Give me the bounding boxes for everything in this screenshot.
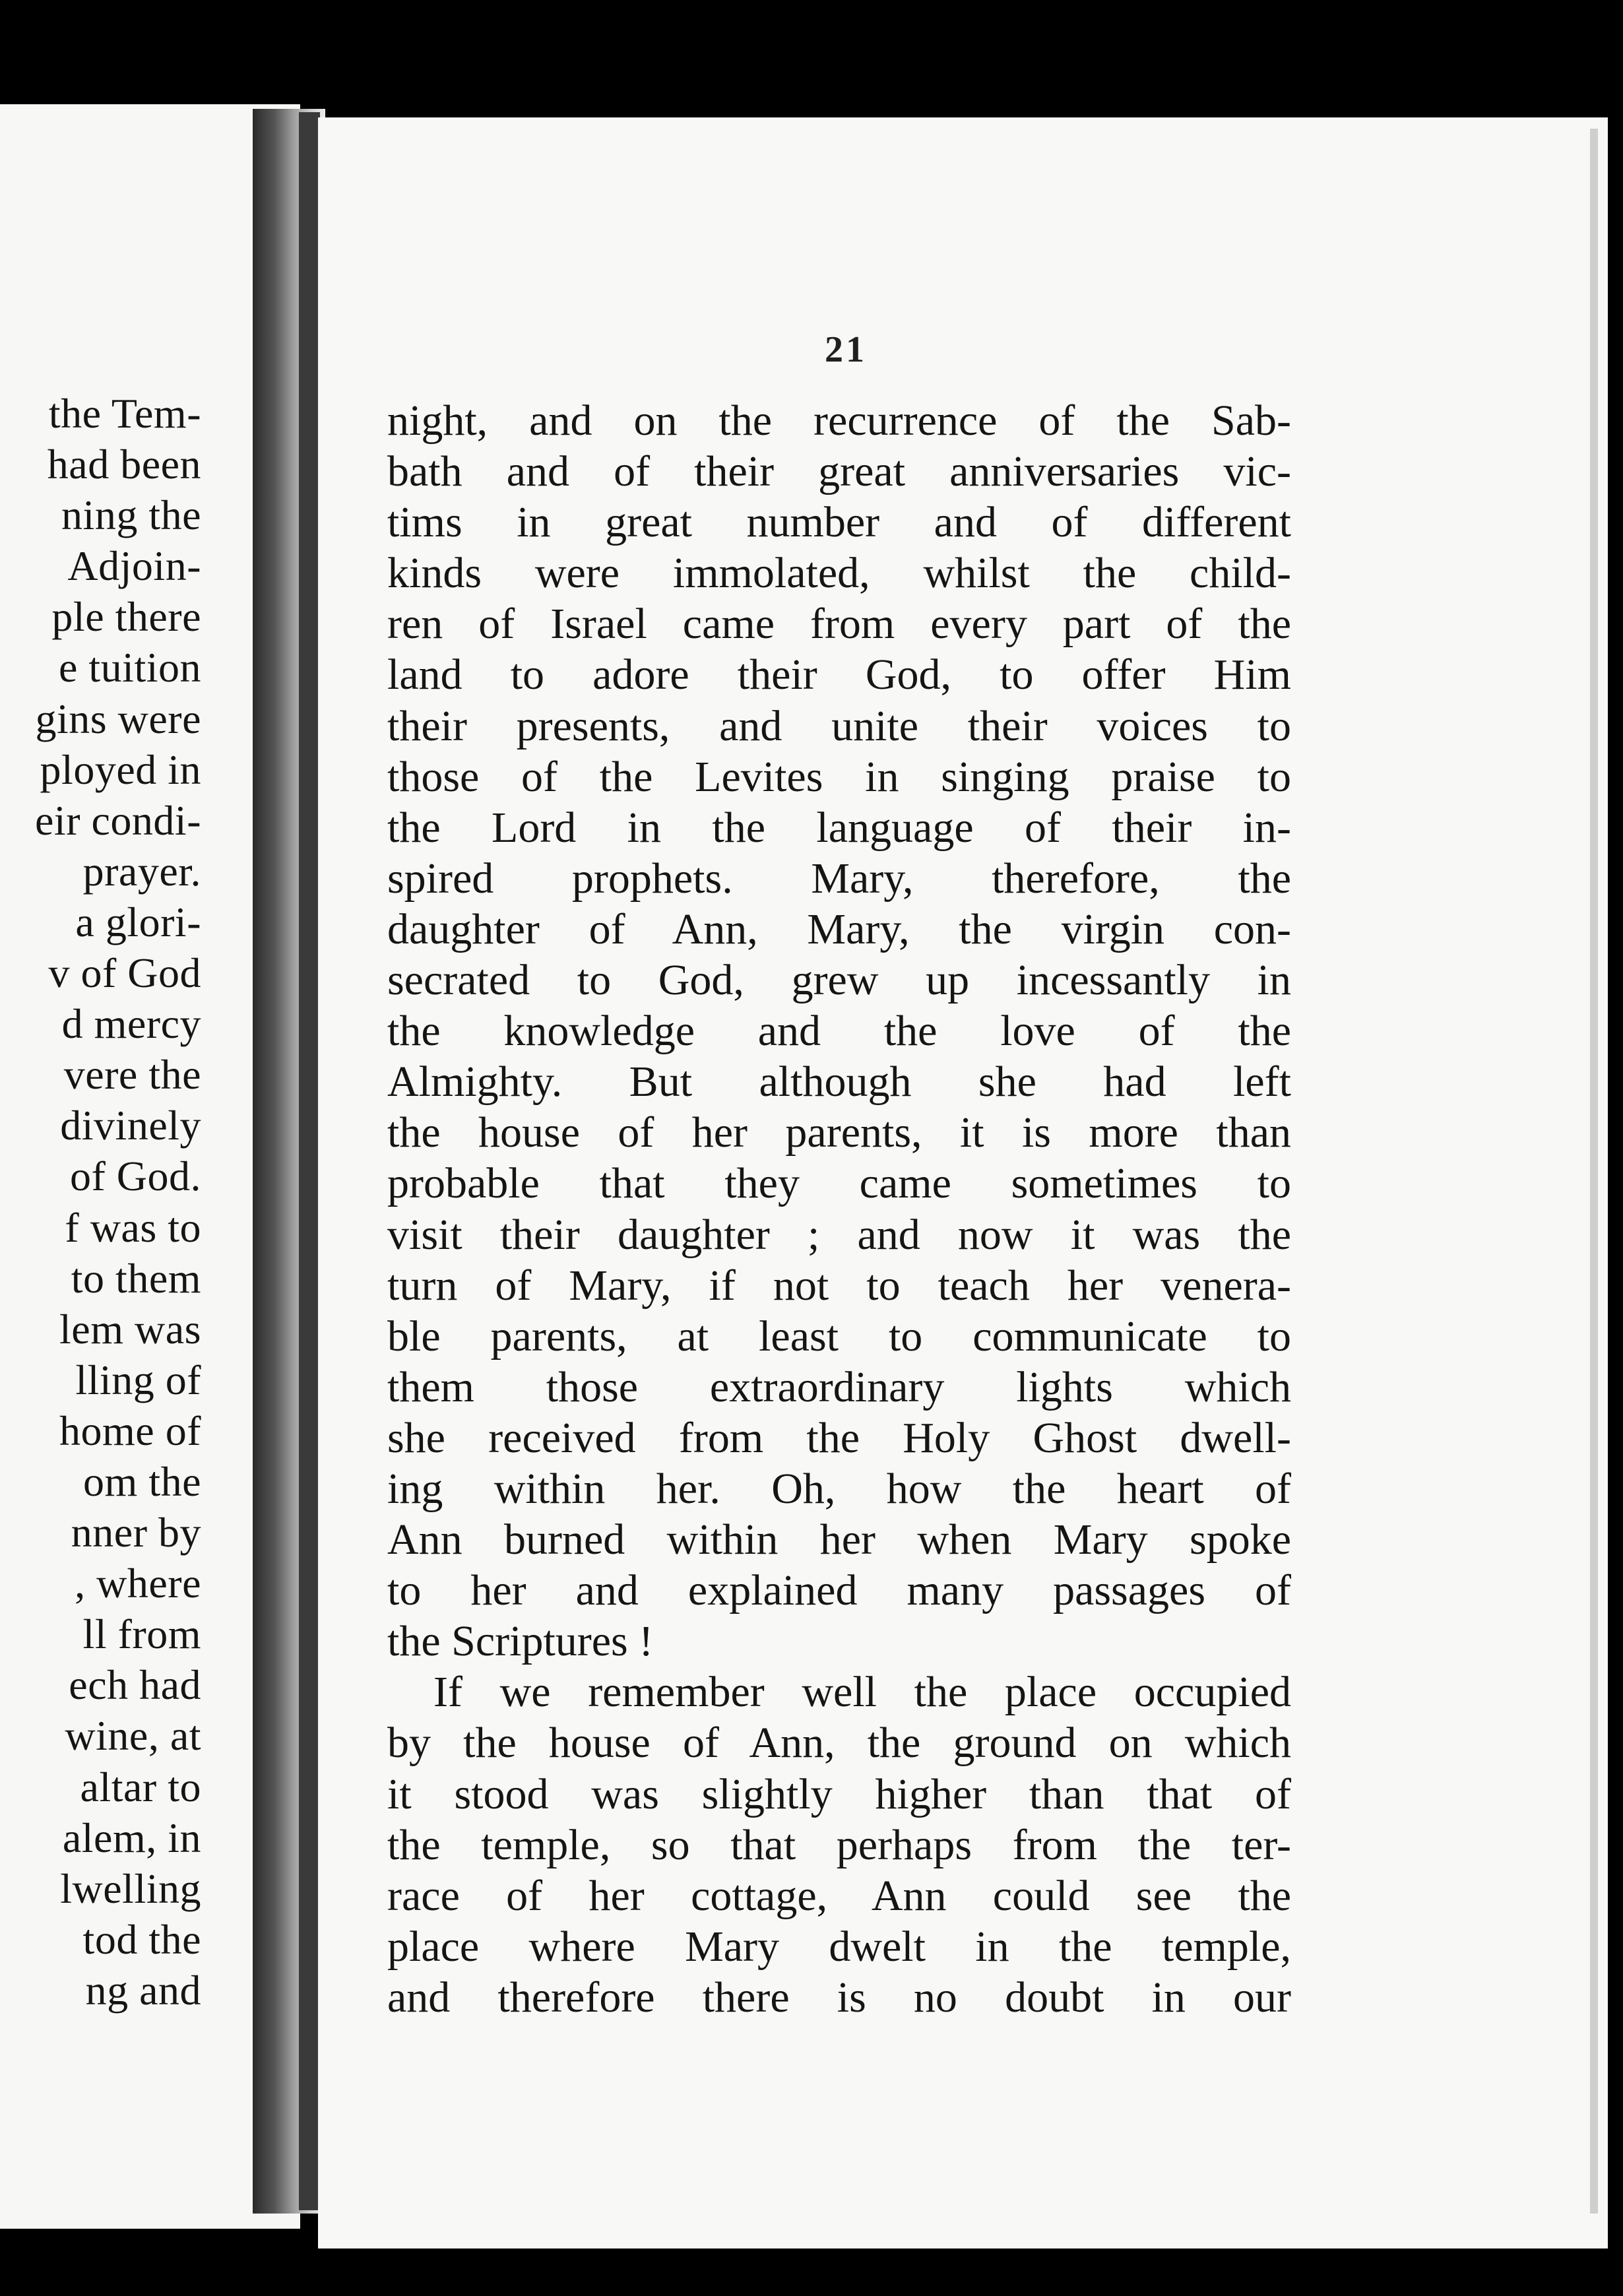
text-line: spired prophets. Mary, therefore, the (387, 854, 1291, 903)
left-text-line: tod the (82, 1915, 201, 1963)
text-line: race of her cottage, Ann could see the (387, 1871, 1291, 1920)
left-text-line: ployed in (40, 746, 201, 793)
text-line: Almighty. But although she had left (387, 1058, 1291, 1106)
left-text-line: ple there (51, 593, 201, 641)
left-text-line: to them (71, 1254, 201, 1302)
page-number: 21 (825, 329, 867, 370)
text-line: and therefore there is no doubt in our (387, 1973, 1291, 2022)
left-text-line: om the (83, 1457, 201, 1505)
text-line: probable that they came sometimes to (387, 1159, 1291, 1208)
left-text-line: nner by (71, 1509, 201, 1556)
left-text-line: the Tem- (48, 390, 201, 437)
text-line: daughter of Ann, Mary, the virgin con- (387, 905, 1291, 953)
left-text-line: a glori- (75, 898, 201, 945)
text-line: the house of her parents, it is more than (387, 1108, 1291, 1157)
left-text-line: e tuition (58, 644, 201, 691)
left-text-line: divinely (60, 1102, 201, 1149)
text-line: tims in great number and of different (387, 498, 1291, 547)
left-text-line: Adjoin- (67, 542, 201, 590)
text-line: she received from the Holy Ghost dwell- (387, 1413, 1291, 1462)
text-line: Ann burned within her when Mary spoke (387, 1515, 1291, 1564)
left-text-line: ning the (61, 492, 201, 539)
text-line: the knowledge and the love of the (387, 1007, 1291, 1056)
text-line: bath and of their great anniversaries vic- (387, 447, 1291, 496)
text-line: If we remember well the place occupied (433, 1668, 1291, 1717)
left-text-line: wine, at (65, 1712, 201, 1760)
left-text-line: gins were (35, 695, 201, 742)
text-line: secrated to God, grew up incessantly in (387, 956, 1291, 1005)
text-line: kinds were immolated, whilst the child- (387, 549, 1291, 598)
text-line: ing within her. Oh, how the heart of (387, 1464, 1291, 1513)
left-text-line: alem, in (62, 1814, 201, 1861)
text-line: visit their daughter ; and now it was the (387, 1210, 1291, 1259)
left-text-line: prayer. (82, 847, 201, 895)
page-edge (1590, 129, 1598, 2214)
left-text-line: had been (47, 441, 201, 488)
text-line: them those extraordinary lights which (387, 1362, 1291, 1411)
left-text-line: , where (75, 1560, 201, 1607)
text-line: night, and on the recurrence of the Sab- (387, 397, 1291, 445)
text-line: those of the Levites in singing praise to (387, 752, 1291, 801)
left-text-line: d mercy (61, 1000, 201, 1048)
text-line: the temple, so that perhaps from the ter- (387, 1820, 1291, 1869)
text-line: it stood was slightly higher than that of (387, 1770, 1291, 1818)
text-line: the Scriptures ! (387, 1617, 654, 1666)
left-text-line: altar to (80, 1763, 201, 1810)
left-text-line: ll from (82, 1610, 201, 1658)
left-text-line: ng and (85, 1966, 201, 2014)
left-text-line: vere the (63, 1051, 201, 1099)
text-line: their presents, and unite their voices to (387, 701, 1291, 750)
left-text-line: v of God (48, 949, 201, 997)
left-text-line: lwelling (60, 1865, 201, 1912)
text-line: the Lord in the language of their in- (387, 803, 1291, 852)
left-text-line: lem was (59, 1305, 201, 1353)
body-text (387, 395, 1291, 2023)
left-text-line: of God. (69, 1153, 201, 1200)
text-line: to her and explained many passages of (387, 1566, 1291, 1615)
text-line: by the house of Ann, the ground on which (387, 1719, 1291, 1768)
left-text-line: lling of (75, 1356, 201, 1403)
text-line: ren of Israel came from every part of the (387, 600, 1291, 649)
book-gutter (299, 112, 320, 2210)
left-text-line: eir condi- (35, 796, 201, 844)
text-line: turn of Mary, if not to teach her venera- (387, 1261, 1291, 1310)
right-page (318, 117, 1608, 2248)
text-line: place where Mary dwelt in the temple, (387, 1922, 1291, 1971)
left-text-line: home of (59, 1407, 201, 1454)
text-line: ble parents, at least to communicate to (387, 1312, 1291, 1360)
left-page-text (0, 388, 201, 2016)
left-text-line: ech had (69, 1661, 201, 1709)
text-line: land to adore their God, to offer Him (387, 651, 1291, 699)
left-text-line: f was to (65, 1203, 201, 1251)
